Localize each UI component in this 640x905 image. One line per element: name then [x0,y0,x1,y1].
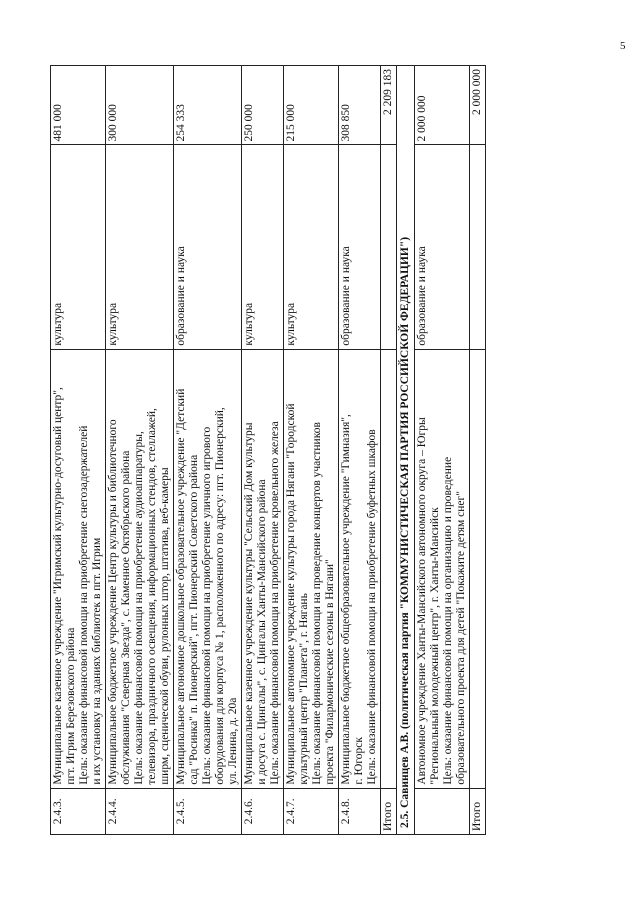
row-number: 2.4.5. [174,788,242,834]
row-amount: 2 000 000 [415,66,470,145]
page-number: 5 [620,40,626,52]
grants-table [50,65,486,835]
description-line: ширм, сценической обуви, рулонных штор, штатива, веб-камеры [159,467,171,785]
row-description [339,349,381,788]
row-number: 2.4.4. [106,788,174,834]
row-amount: 215 000 [284,66,339,145]
description-line: пгт. Игрим Березовского района [65,627,77,785]
description-line: Муниципальное автономное учреждение культуры города Нягани "Городской [285,403,297,785]
description-line: Цель: оказание финансовой помощи на приобретение аудиоаппаратуры, [133,431,145,785]
description-line: Цель: оказание финансовой помощи на организацию и проведение [442,456,454,785]
row-number: 2.4.6. [242,788,284,834]
row-amount: 254 333 [174,66,242,145]
description-line: Цель: оказание финансовой помощи на приобретение буфетных шкафов [366,429,378,785]
grants-table-body [51,66,486,835]
description-line: и досуга с. Цингалы", с. Цингалы Ханты-Мансийского района [256,479,268,785]
total-amount: 2 209 183 [381,66,397,145]
row-category: образование и наука [339,145,381,349]
row-description [242,349,284,788]
description-line: обслуживания "Северная Звезда", с. Каменное Октябрьского района [120,450,132,785]
description-line: Цель: оказание финансовой помощи на приобретение снегозадержателей [78,425,90,785]
row-description [415,349,470,788]
description-line: ул. Ленина, д. 20а [227,697,239,785]
row-amount: 300 000 [106,66,174,145]
row-amount: 308 850 [339,66,381,145]
row-amount: 481 000 [51,66,106,145]
description-line: Цель: оказание финансовой помощи на приобретение уличного игрового [201,426,213,785]
description-line: Муниципальное бюджетное учреждение Центр культуры и библиотечного [107,419,119,785]
description-line: оборудования для корпуса № 1, расположенного по адресу: пгт. Пионерский, [214,407,226,785]
row-description [174,349,242,788]
description-line: Муниципальное казенное учреждение культуры "Сельский Дом культуры [243,422,255,785]
description-line: Автономное учреждение Ханты-Мансийского автономного округа – Югры [416,417,428,785]
row-description [284,349,339,788]
total-row [470,66,486,835]
description-line: культурный центр "Планета", г. Нягань [298,593,310,785]
table-row [242,66,284,835]
description-line: и их установку на зданиях библиотек в пгт. Игрим [91,537,103,785]
section-header-row [397,66,415,835]
table-row [174,66,242,835]
row-category: культура [51,145,106,349]
description-line: Муниципальное автономное дошкольное образовательное учреждение "Детский [175,388,187,785]
description-line: Цель: оказание финансовой помощи на проведение концертов участников [311,422,323,785]
row-category: культура [284,145,339,349]
row-description [51,349,106,788]
row-category: образование и наука [415,145,470,349]
table-row [339,66,381,835]
row-number: 2.4.3. [51,788,106,834]
table-row [106,66,174,835]
row-description [106,349,174,788]
total-label: Итого [470,788,486,834]
description-line: телевизора, праздничного освещения, информационных стендов, стеллажей, [146,408,158,785]
description-line: Муниципальное бюджетное общеобразовательное учреждение "Гимназия", [340,414,352,785]
description-line: образовательного проекта для детей "Покажите детям снег" [455,491,467,785]
row-number [415,788,470,834]
total-amount: 2 000 000 [470,66,486,145]
row-category: образование и наука [174,145,242,349]
description-line: "Региональный молодежный центр", г. Ханты-Мансийск [429,507,441,785]
total-label: Итого [381,788,397,834]
description-line: проекта "Филармонические сезоны в Нягани" [324,559,336,785]
description-line: г. Югорск [353,737,365,785]
row-amount: 250 000 [242,66,284,145]
row-number: 2.4.7. [284,788,339,834]
row-category: культура [106,145,174,349]
section-title: 2.5. Савинцев А.В. (политическая партия "КОММУНИСТИЧЕСКАЯ ПАРТИЯ РОССИЙСКОЙ ФЕДЕРАЦИИ") [397,66,415,835]
table-row [51,66,106,835]
total-row [381,66,397,835]
rotated-document [50,65,520,835]
description-line: Муниципальное казенное учреждение "Игримский культурно-досуговый центр", [52,387,64,785]
row-category: культура [242,145,284,349]
description-line: сад "Росинка" п. Пионерский", пгт. Пионерский Советского района [188,454,200,785]
description-line: Цель: оказание финансовой помощи на приобретение кровельного железа [269,421,281,785]
row-number: 2.4.8. [339,788,381,834]
table-row [415,66,470,835]
table-row [284,66,339,835]
